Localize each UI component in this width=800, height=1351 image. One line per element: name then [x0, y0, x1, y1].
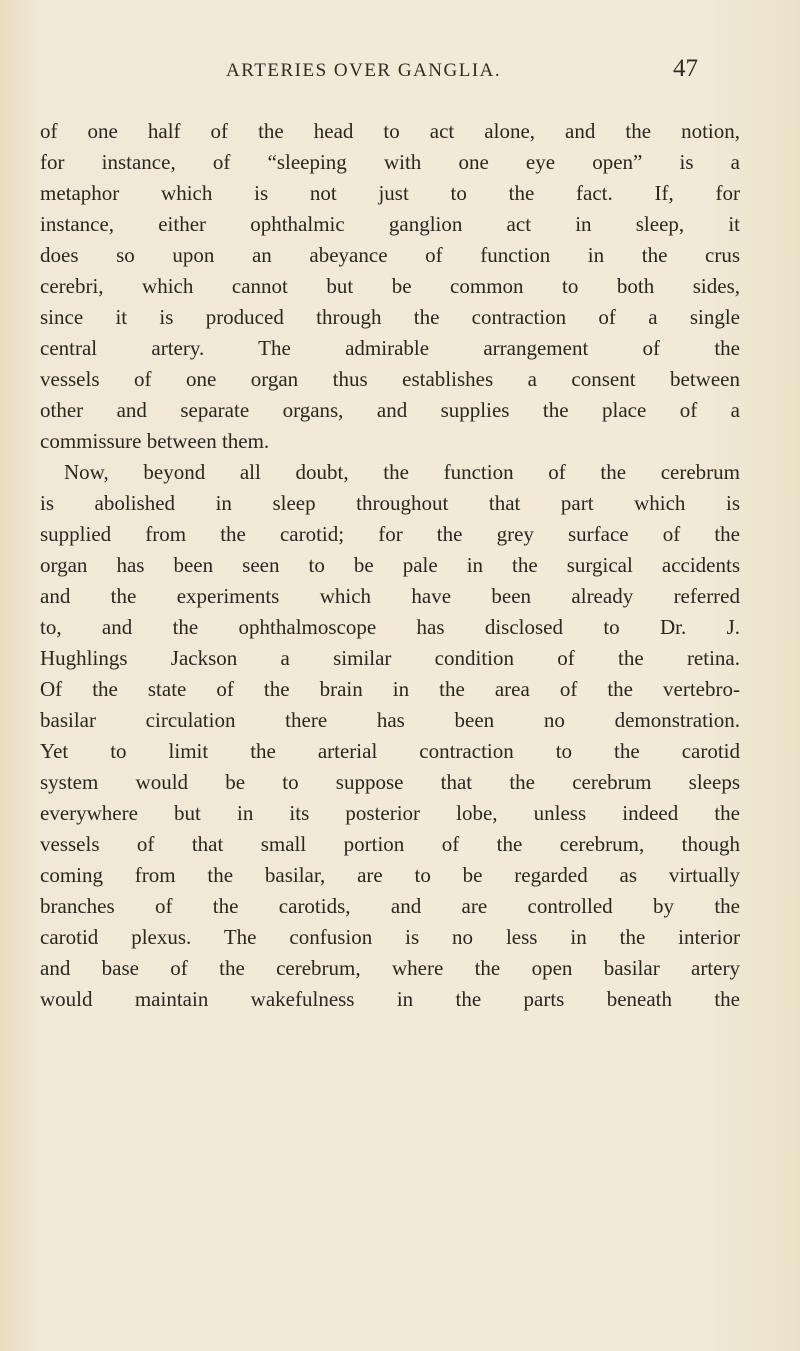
text-line: and the experiments which have been already referred — [40, 584, 740, 608]
text-line: Of the state of the brain in the area of the vertebro- — [40, 677, 740, 701]
text-line: is abolished in sleep throughout that part which is — [40, 491, 740, 515]
text-line: supplied from the carotid; for the grey surface of the — [40, 522, 740, 546]
page-header — [0, 55, 800, 88]
text-line: branches of the carotids, and are controlled by the — [40, 894, 740, 918]
text-line: coming from the basilar, are to be regarded as virtually — [40, 863, 740, 887]
text-line: and base of the cerebrum, where the open basilar artery — [40, 956, 740, 980]
text-line: Yet to limit the arterial contraction to the carotid — [40, 739, 740, 763]
text-line: system would be to suppose that the cerebrum sleeps — [40, 770, 740, 794]
running-title: ARTERIES OVER GANGLIA. — [226, 60, 502, 81]
text-line: basilar circulation there has been no demonstration. — [40, 708, 740, 732]
text-line: metaphor which is not just to the fact. If, for — [40, 181, 740, 205]
text-line: does so upon an abeyance of function in the crus — [40, 243, 740, 267]
text-line: since it is produced through the contraction of a single — [40, 305, 740, 329]
text-line: vessels of that small portion of the cerebrum, though — [40, 832, 740, 856]
text-line: to, and the ophthalmoscope has disclosed to Dr. J. — [40, 615, 740, 639]
text-line: other and separate organs, and supplies the place of a — [40, 398, 740, 422]
page-number: 47 — [673, 55, 698, 82]
text-line: instance, either ophthalmic ganglion act in sleep, it — [40, 212, 740, 236]
text-line: Hughlings Jackson a similar condition of the retina. — [40, 646, 740, 670]
text-line: would maintain wakefulness in the parts beneath the — [40, 987, 740, 1011]
text-line-paragraph-start: Now, beyond all doubt, the function of the cerebrum — [64, 460, 740, 484]
text-line: vessels of one organ thus establishes a consent between — [40, 367, 740, 391]
text-line: central artery. The admirable arrangement of the — [40, 336, 740, 360]
body-text — [40, 116, 740, 1015]
text-line: everywhere but in its posterior lobe, unless indeed the — [40, 801, 740, 825]
text-line: carotid plexus. The confusion is no less in the interior — [40, 925, 740, 949]
text-line: organ has been seen to be pale in the surgical accidents — [40, 553, 740, 577]
text-line: of one half of the head to act alone, and the notion, — [40, 119, 740, 143]
text-line-paragraph-end: commissure between them. — [40, 429, 270, 453]
text-line: for instance, of “sleeping with one eye open” is a — [40, 150, 740, 174]
text-line: cerebri, which cannot but be common to both sides, — [40, 274, 740, 298]
